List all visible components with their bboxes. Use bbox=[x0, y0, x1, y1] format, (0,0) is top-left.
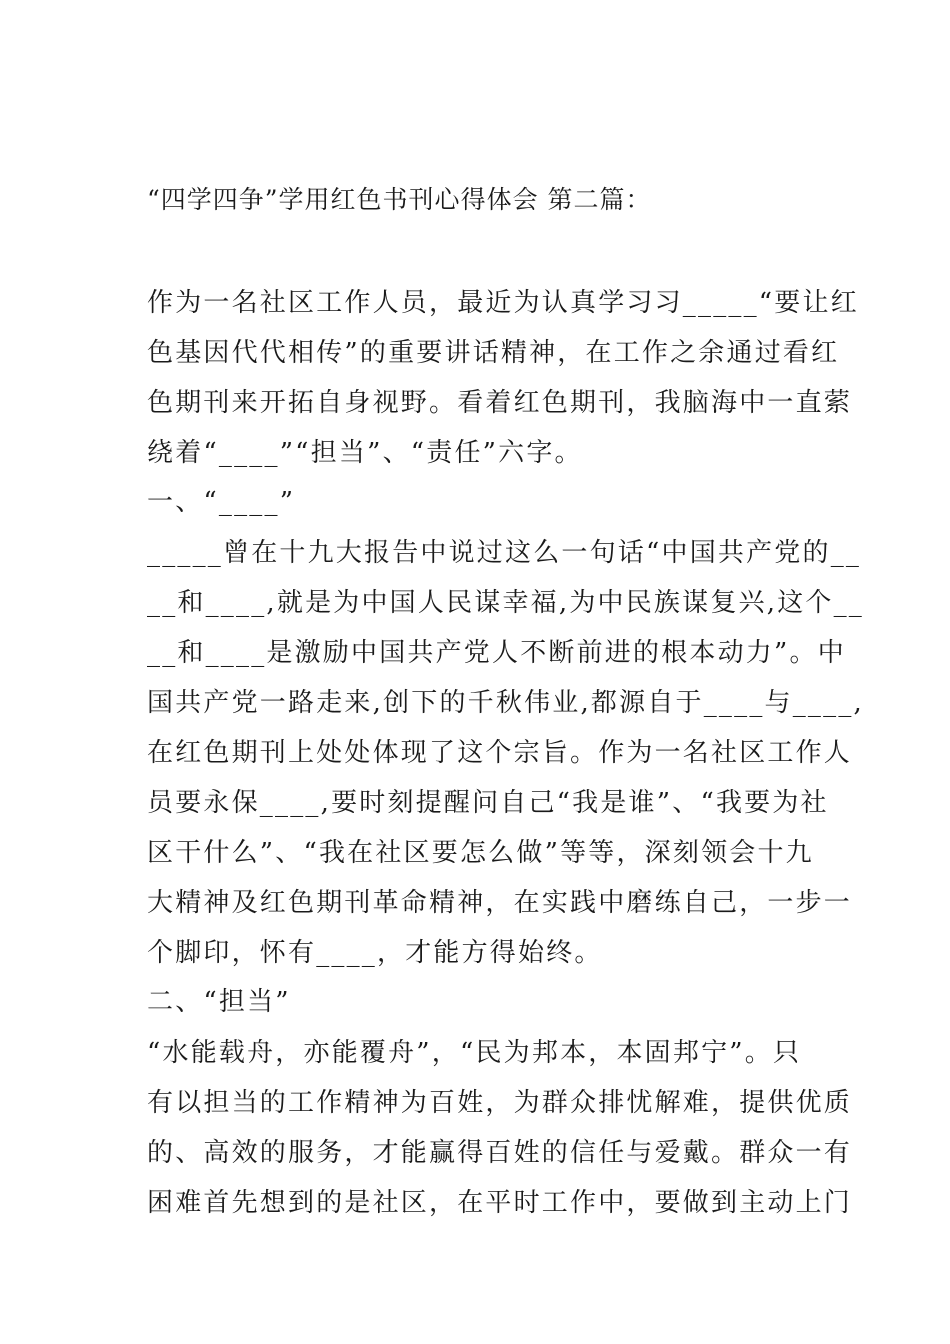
intro-line: 作为一名社区工作人员，最近为认真学习习_____“要让红 bbox=[147, 288, 859, 318]
section-2-line: 有以担当的工作精神为百姓，为群众排忧解难，提供优质 bbox=[147, 1088, 853, 1118]
intro-line: 色基因代代相传”的重要讲话精神，在工作之余通过看红 bbox=[147, 338, 840, 368]
section-1-line: 大精神及红色期刊革命精神，在实践中磨练自己，一步一 bbox=[147, 888, 853, 918]
section-1-line: __和____是激励中国共产党人不断前进的根本动力”。中 bbox=[147, 638, 846, 668]
section-1-line: _____曾在十九大报告中说过这么一句话“中国共产党的__ bbox=[147, 538, 862, 568]
section-2-line: 困难首先想到的是社区，在平时工作中，要做到主动上门 bbox=[147, 1188, 853, 1218]
section-2-heading: 二、“担当” bbox=[147, 987, 291, 1017]
document-title: “四学四争”学用红色书刊心得体会 第二篇： bbox=[147, 185, 652, 214]
intro-line: 绕着“____”“担当”、“责任”六字。 bbox=[147, 438, 583, 468]
section-2-line: 的、高效的服务，才能赢得百姓的信任与爱戴。群众一有 bbox=[147, 1138, 853, 1168]
section-1-line: 在红色期刊上处处体现了这个宗旨。作为一名社区工作人 bbox=[147, 738, 853, 768]
section-1-line: 国共产党一路走来,创下的千秋伟业,都源自于____与____, bbox=[147, 688, 864, 718]
section-1-line: 区干什么”、“我在社区要怎么做”等等，深刻领会十九 bbox=[147, 838, 814, 868]
section-1-line: __和____,就是为中国人民谋幸福,为中民族谋复兴,这个__ bbox=[147, 588, 864, 618]
intro-line: 色期刊来开拓自身视野。看着红色期刊，我脑海中一直萦 bbox=[147, 388, 853, 418]
section-2-line: “水能载舟，亦能覆舟”，“民为邦本，本固邦宁”。只 bbox=[147, 1038, 802, 1068]
section-1-line: 员要永保____,要时刻提醒问自己“我是谁”、“我要为社 bbox=[147, 788, 829, 818]
section-1-line: 个脚印，怀有____，才能方得始终。 bbox=[147, 938, 603, 968]
section-1-heading: 一、“____” bbox=[147, 487, 296, 517]
